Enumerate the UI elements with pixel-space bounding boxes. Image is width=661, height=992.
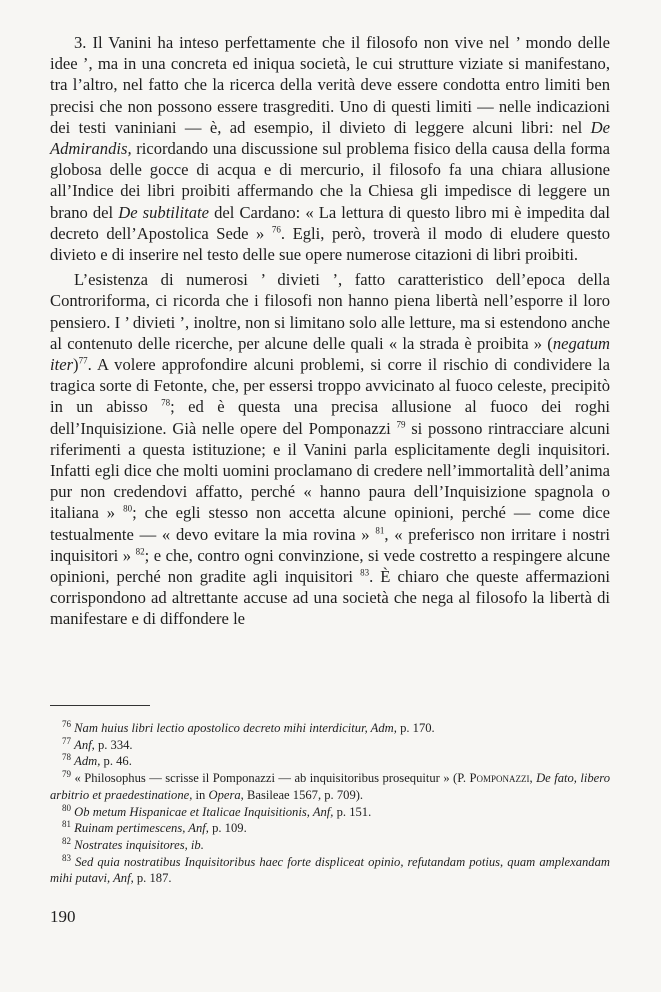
footnote-79: $^{79}$ « Philosophus — scrisse il Pomponazzi — ab inquisitoribus prosequitur » (P. Pomponazzi, De fato, libero arbitrio et praedestinatione, in Opera, Basileae 1567, p. 709). (50, 768, 610, 802)
footnote-ref: 82 (135, 546, 145, 557)
footnote-ref: 76 (271, 224, 281, 235)
footnote-78: $^{78}$ Adm, p. 46. (62, 752, 132, 769)
footnote-ref: 83 (360, 567, 370, 578)
footnote-80: $^{80}$ Ob metum Hispanicae et Italicae Inquisitionis, Anf, p. 151. (62, 802, 372, 819)
footnote-ref: 81 (375, 525, 385, 536)
footnote-82: $^{82}$ Nostrates inquisitores, ib. (62, 835, 204, 852)
footnotes (50, 720, 610, 887)
footnote-ref: 79 (396, 419, 406, 430)
footnote-ref: 80 (123, 503, 133, 514)
paragraph-2: L’esistenza di numerosi ’ divieti ’, fatto caratteristico dell’epoca della Controriforma, ci ricorda che i filosofi non hanno piena libertà nell’esporre il loro pensiero. I ’ divieti ’, inoltre, non si limitano solo alle letture, ma si estendono anche al contenuto delle ricerche, per alcune delle quali « la strada è proibita » (negatum iter)$^{77}$. A volere approfondire alcuni problemi, si corre il rischio di condividere la tragica sorte di Fetonte, che, per essersi troppo avvicinato al fuoco celeste, precipitò in un abisso $^{78}$; ed è questa una precisa allusione al fuoco dei roghi dell’Inquisizione. Già nelle opere del Pomponazzi $^{79}$ si possono rintracciare alcuni riferimenti a questa istituzione; e il Vanini parla esplicitamente degli inquisitori. Infatti egli dice che molti uomini proclamano di credere nell’immortalità dell’anima pur non credendovi affatto, perché « hanno paura dell’Inquisizione spagnola o italiana » $^{80}$; che egli stesso non accetta alcune opinioni, perché — come dice testualmente — « devo evitare la mia rovina » $^{81}$, « preferisco non irritare i nostri inquisitori » $^{82}$; e che, contro ogni convinzione, si vede costretto a respingere alcune opinioni, perché non gradite agli inquisitori $^{83}$. È chiaro che queste affermazioni corrispondono ad altrettante accuse ad una società che nega al filosofo la libertà di manifestare e di diffondere le (50, 270, 610, 629)
page-number: 190 (50, 907, 76, 926)
footnote-83: $^{83}$ Sed quia nostratibus Inquisitoribus haec forte displiceat opinio, refutandam potius, quam amplexandam mihi putavi, Anf, p. 187. (50, 852, 610, 886)
footnote-ref: 78 (161, 397, 171, 408)
footnote-81: $^{81}$ Ruinam pertimescens, Anf, p. 109. (62, 819, 247, 836)
main-text (50, 32, 610, 634)
footnote-76: $^{76}$ Nam huius libri lectio apostolico decreto mihi interdicitur, Adm, p. 170. (62, 718, 435, 735)
footnote-77: $^{77}$ Anf, p. 334. (62, 735, 133, 752)
footnote-ref: 77 (78, 355, 88, 366)
footnote-divider (50, 705, 150, 706)
paragraph-1: 3. Il Vanini ha inteso perfettamente che il filosofo non vive nel ’ mondo delle idee ’, ma in una concreta ed iniqua società, le cui strutture viziate si manifestano, tra l’altro, nel fatto che la ricerca della verità deve essere condotta entro limiti ben precisi che non possono essere trasgrediti. Uno di questi limiti — nelle indicazioni dei testi vaniniani — è, ad esempio, il divieto di leggere alcuni libri: nel De Admirandis, ricordando una discussione sul problema fisico della causa della forma globosa delle gocce di acqua e di mercurio, il filosofo fa una chiara allusione all’Indice dei libri proibiti affermando che la Chiesa gli impedisce di leggere un brano del De subtilitate del Cardano: « La lettura di questo libro mi è impedita dal decreto dell’Apostolica Sede » $^{76}$. Egli, però, troverà il modo di eludere questo divieto e di inserire nel testo delle sue opere numerose citazioni di libri proibiti. (50, 33, 611, 265)
